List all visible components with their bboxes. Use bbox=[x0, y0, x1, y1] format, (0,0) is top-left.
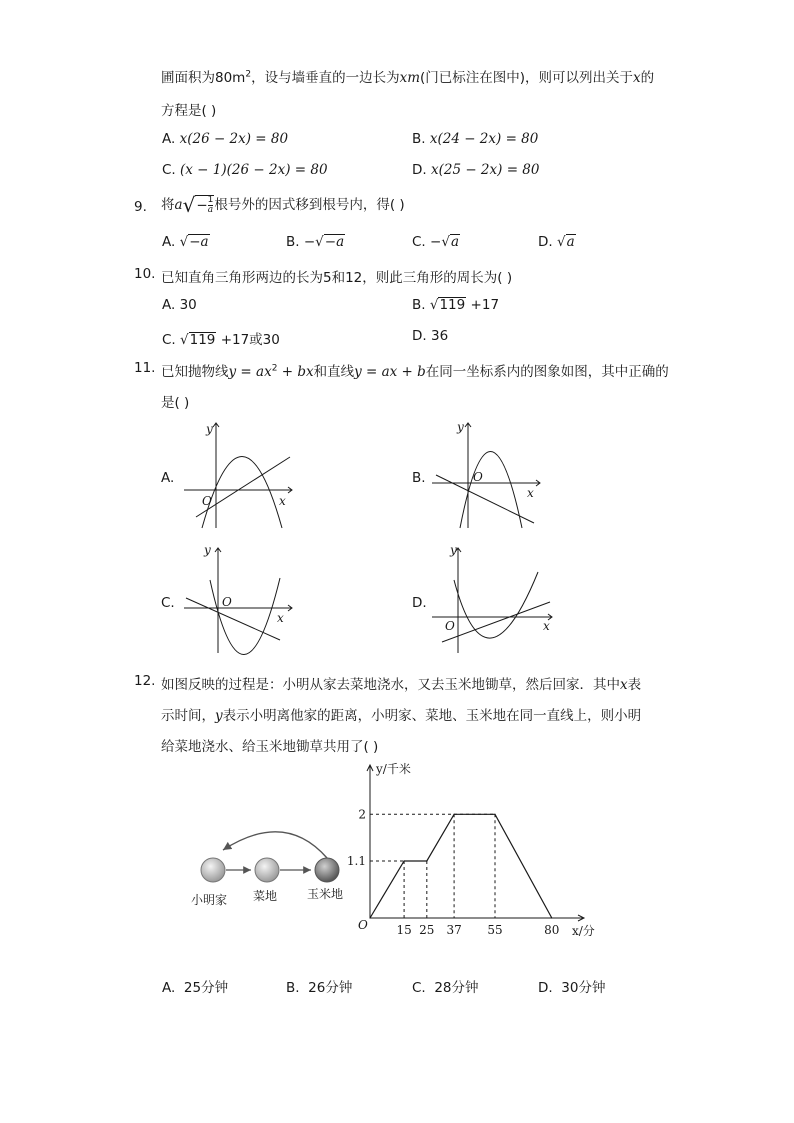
x-axis-label: x/分 bbox=[572, 924, 595, 938]
q8-text: 的 bbox=[640, 70, 655, 86]
x-label: x bbox=[279, 494, 286, 508]
parabola-curve bbox=[454, 572, 538, 638]
q11-option-a[interactable]: A. bbox=[161, 470, 175, 486]
q8-area-exp: 2 bbox=[245, 69, 252, 80]
option-letter: B. bbox=[286, 234, 300, 250]
y-label: y bbox=[457, 420, 464, 434]
option-letter: A. bbox=[162, 980, 176, 996]
origin-label: O bbox=[358, 918, 368, 932]
x-tick-label: 37 bbox=[446, 923, 462, 937]
q8-var: xm bbox=[399, 70, 420, 86]
q12-stem-line1 bbox=[161, 673, 641, 693]
radical-sign: √ bbox=[182, 193, 196, 217]
q11-stem-line1 bbox=[161, 360, 669, 380]
option-text: 36 bbox=[430, 328, 449, 344]
q8-stem-line1 bbox=[161, 66, 654, 86]
q12-text: 表示小明离他家的距离，小明家、菜地、玉米地在同一直线上，则小明 bbox=[222, 708, 642, 724]
q10-option-a[interactable] bbox=[162, 297, 197, 313]
option-letter: A. bbox=[162, 131, 176, 147]
label-home: 小明家 bbox=[191, 893, 228, 907]
q8-text: 圃面积为 bbox=[161, 70, 215, 86]
label-vegetable-field: 菜地 bbox=[253, 889, 278, 903]
return-arrow bbox=[223, 832, 327, 858]
option-text: (x − 1)(26 − 2x) = 80 bbox=[180, 162, 328, 178]
q11-number: 11. bbox=[134, 360, 156, 376]
origin-label: O bbox=[202, 494, 212, 508]
option-radicand: 119 bbox=[439, 297, 466, 313]
data-point bbox=[494, 814, 495, 815]
option-radicand: −a bbox=[189, 234, 209, 250]
radical-sign: √ bbox=[315, 234, 324, 250]
q12-stem-line2 bbox=[161, 704, 641, 724]
q9-option-d[interactable] bbox=[538, 234, 576, 250]
frac-num: 1 bbox=[207, 194, 214, 205]
option-text: x(24 − 2x) = 80 bbox=[429, 131, 539, 147]
y-label: y bbox=[206, 422, 213, 436]
parabola-curve bbox=[210, 578, 280, 655]
y-label: y bbox=[450, 543, 457, 557]
parabola-curve bbox=[460, 452, 522, 529]
q10-option-d[interactable] bbox=[412, 328, 448, 344]
option-text: x(26 − 2x) = 80 bbox=[179, 131, 289, 147]
q9-text: 将 bbox=[161, 197, 175, 213]
q10-number: 10. bbox=[134, 266, 156, 282]
option-letter: B. bbox=[412, 297, 426, 313]
q12-option-d[interactable] bbox=[538, 976, 605, 996]
option-radicand: 119 bbox=[189, 332, 216, 348]
option-letter: D. bbox=[538, 234, 553, 250]
y-tick-label: 2 bbox=[358, 807, 366, 822]
option-letter: C. bbox=[162, 332, 176, 348]
option-prefix: − bbox=[303, 234, 316, 250]
option-text: 28分钟 bbox=[434, 980, 479, 996]
data-point bbox=[369, 917, 370, 918]
q9-radicand bbox=[195, 195, 214, 215]
q12-var: y bbox=[215, 708, 223, 724]
q11-graph-b[interactable] bbox=[428, 415, 548, 530]
q12-places-diagram bbox=[185, 820, 360, 910]
option-radicand: a bbox=[566, 234, 575, 250]
q11-stem-line2: 是( ) bbox=[161, 395, 190, 411]
option-letter: C. bbox=[412, 234, 426, 250]
q8-option-c[interactable] bbox=[162, 162, 328, 178]
option-text: 30分钟 bbox=[561, 980, 606, 996]
radical-sign: √ bbox=[441, 234, 450, 250]
q11-graph-d[interactable] bbox=[428, 540, 558, 655]
q9-text: 根号外的因式移到根号内，得( ) bbox=[214, 197, 405, 213]
data-point bbox=[403, 860, 404, 861]
q11-parabola: y = ax bbox=[228, 364, 272, 380]
q8-option-d[interactable] bbox=[412, 162, 539, 178]
q11-parabola-tail: + bx bbox=[277, 364, 314, 380]
x-label: x bbox=[543, 619, 550, 633]
corn-field-icon bbox=[315, 858, 339, 882]
distance-series-line bbox=[370, 814, 552, 918]
q11-option-b[interactable]: B. bbox=[412, 470, 426, 486]
radical-sign: √ bbox=[429, 297, 439, 313]
radical-sign: √ bbox=[180, 332, 189, 348]
q8-text: ，设与墙垂直的一边长为 bbox=[251, 70, 400, 86]
q12-option-b[interactable] bbox=[286, 976, 352, 996]
q9-number: 9. bbox=[134, 199, 147, 215]
q12-text: 表 bbox=[627, 677, 642, 693]
q10-stem: 已知直角三角形两边的长为5和12，则此三角形的周长为( ) bbox=[161, 270, 513, 286]
data-point bbox=[453, 814, 454, 815]
option-text: x(25 − 2x) = 80 bbox=[430, 162, 540, 178]
q12-text: 示时间， bbox=[161, 708, 215, 724]
q8-text: (门已标注在图中)，则可以列出关于 bbox=[420, 70, 634, 86]
q9-stem bbox=[161, 193, 405, 217]
vegetable-field-icon bbox=[255, 858, 279, 882]
data-point bbox=[426, 860, 427, 861]
option-letter: C. bbox=[162, 162, 176, 178]
origin-label: O bbox=[473, 470, 483, 484]
option-text: +17 bbox=[466, 297, 500, 313]
option-letter: D. bbox=[412, 162, 427, 178]
q9-fraction bbox=[208, 196, 214, 215]
home-icon bbox=[201, 858, 225, 882]
q9-var: a bbox=[174, 197, 183, 213]
q8-var: x bbox=[633, 70, 641, 86]
x-tick-label: 80 bbox=[544, 923, 560, 937]
option-radicand: −a bbox=[324, 234, 345, 250]
q9-option-c[interactable] bbox=[412, 234, 460, 250]
q11-exp: 2 bbox=[271, 363, 278, 374]
x-tick-label: 25 bbox=[419, 923, 435, 937]
q12-stem-line3: 给菜地浇水、给玉米地锄草共用了( ) bbox=[161, 739, 379, 755]
minus-sign: − bbox=[196, 197, 208, 213]
option-letter: D. bbox=[538, 980, 553, 996]
option-text: 25分钟 bbox=[183, 980, 229, 996]
q8-option-b[interactable] bbox=[412, 131, 538, 147]
option-letter: C. bbox=[412, 980, 426, 996]
option-letter: B. bbox=[286, 980, 300, 996]
q10-option-b[interactable] bbox=[412, 297, 499, 313]
option-radicand: a bbox=[450, 234, 459, 250]
data-point bbox=[551, 917, 552, 918]
parabola-curve bbox=[202, 457, 282, 529]
q12-number: 12. bbox=[134, 673, 156, 689]
q9-option-b[interactable] bbox=[286, 234, 345, 250]
q10-option-c[interactable] bbox=[162, 328, 280, 348]
q11-text: 在同一坐标系内的图象如图，其中正确的 bbox=[425, 364, 669, 380]
q11-graph-c[interactable] bbox=[180, 540, 300, 655]
label-corn-field: 玉米地 bbox=[307, 887, 344, 901]
q9-option-a[interactable] bbox=[162, 234, 210, 250]
q11-option-c[interactable]: C. bbox=[161, 595, 175, 611]
option-letter: A. bbox=[162, 297, 176, 313]
option-text: 26分钟 bbox=[308, 980, 353, 996]
y-axis-label: y/千米 bbox=[376, 762, 411, 776]
x-label: x bbox=[527, 486, 534, 500]
q8-stem-line2: 方程是( ) bbox=[161, 103, 217, 119]
option-prefix: − bbox=[430, 234, 442, 250]
q11-line: y = ax + b bbox=[354, 364, 426, 380]
x-label: x bbox=[277, 611, 284, 625]
option-letter: B. bbox=[412, 131, 426, 147]
q12-distance-time-chart bbox=[340, 755, 610, 945]
q11-option-d[interactable]: D. bbox=[412, 595, 427, 611]
option-letter: A. bbox=[162, 234, 176, 250]
q11-graph-a[interactable] bbox=[180, 415, 300, 530]
q8-area: 80m bbox=[215, 70, 246, 86]
y-label: y bbox=[204, 543, 211, 557]
y-tick-label: 1.1 bbox=[346, 853, 366, 868]
x-tick-label: 15 bbox=[396, 923, 412, 937]
line-curve bbox=[436, 475, 534, 523]
option-letter: D. bbox=[412, 328, 427, 344]
option-text: 30 bbox=[179, 297, 197, 313]
q8-option-a[interactable] bbox=[162, 131, 288, 147]
q12-text: 如图反映的过程是：小明从家去菜地浇水，又去玉米地锄草，然后回家．其中 bbox=[161, 677, 620, 693]
q11-text: 和直线 bbox=[313, 364, 355, 380]
q11-text: 已知抛物线 bbox=[161, 364, 229, 380]
origin-label: O bbox=[222, 595, 232, 609]
frac-den: a bbox=[207, 204, 214, 215]
radical-sign: √ bbox=[556, 234, 566, 250]
q12-option-c[interactable] bbox=[412, 976, 479, 996]
line-curve bbox=[186, 598, 280, 640]
x-tick-label: 55 bbox=[487, 923, 503, 937]
option-text: +17或30 bbox=[216, 332, 280, 348]
q12-option-a[interactable] bbox=[162, 976, 228, 996]
radical-sign: √ bbox=[179, 234, 189, 250]
q12-var: x bbox=[620, 677, 628, 693]
origin-label: O bbox=[445, 619, 455, 633]
